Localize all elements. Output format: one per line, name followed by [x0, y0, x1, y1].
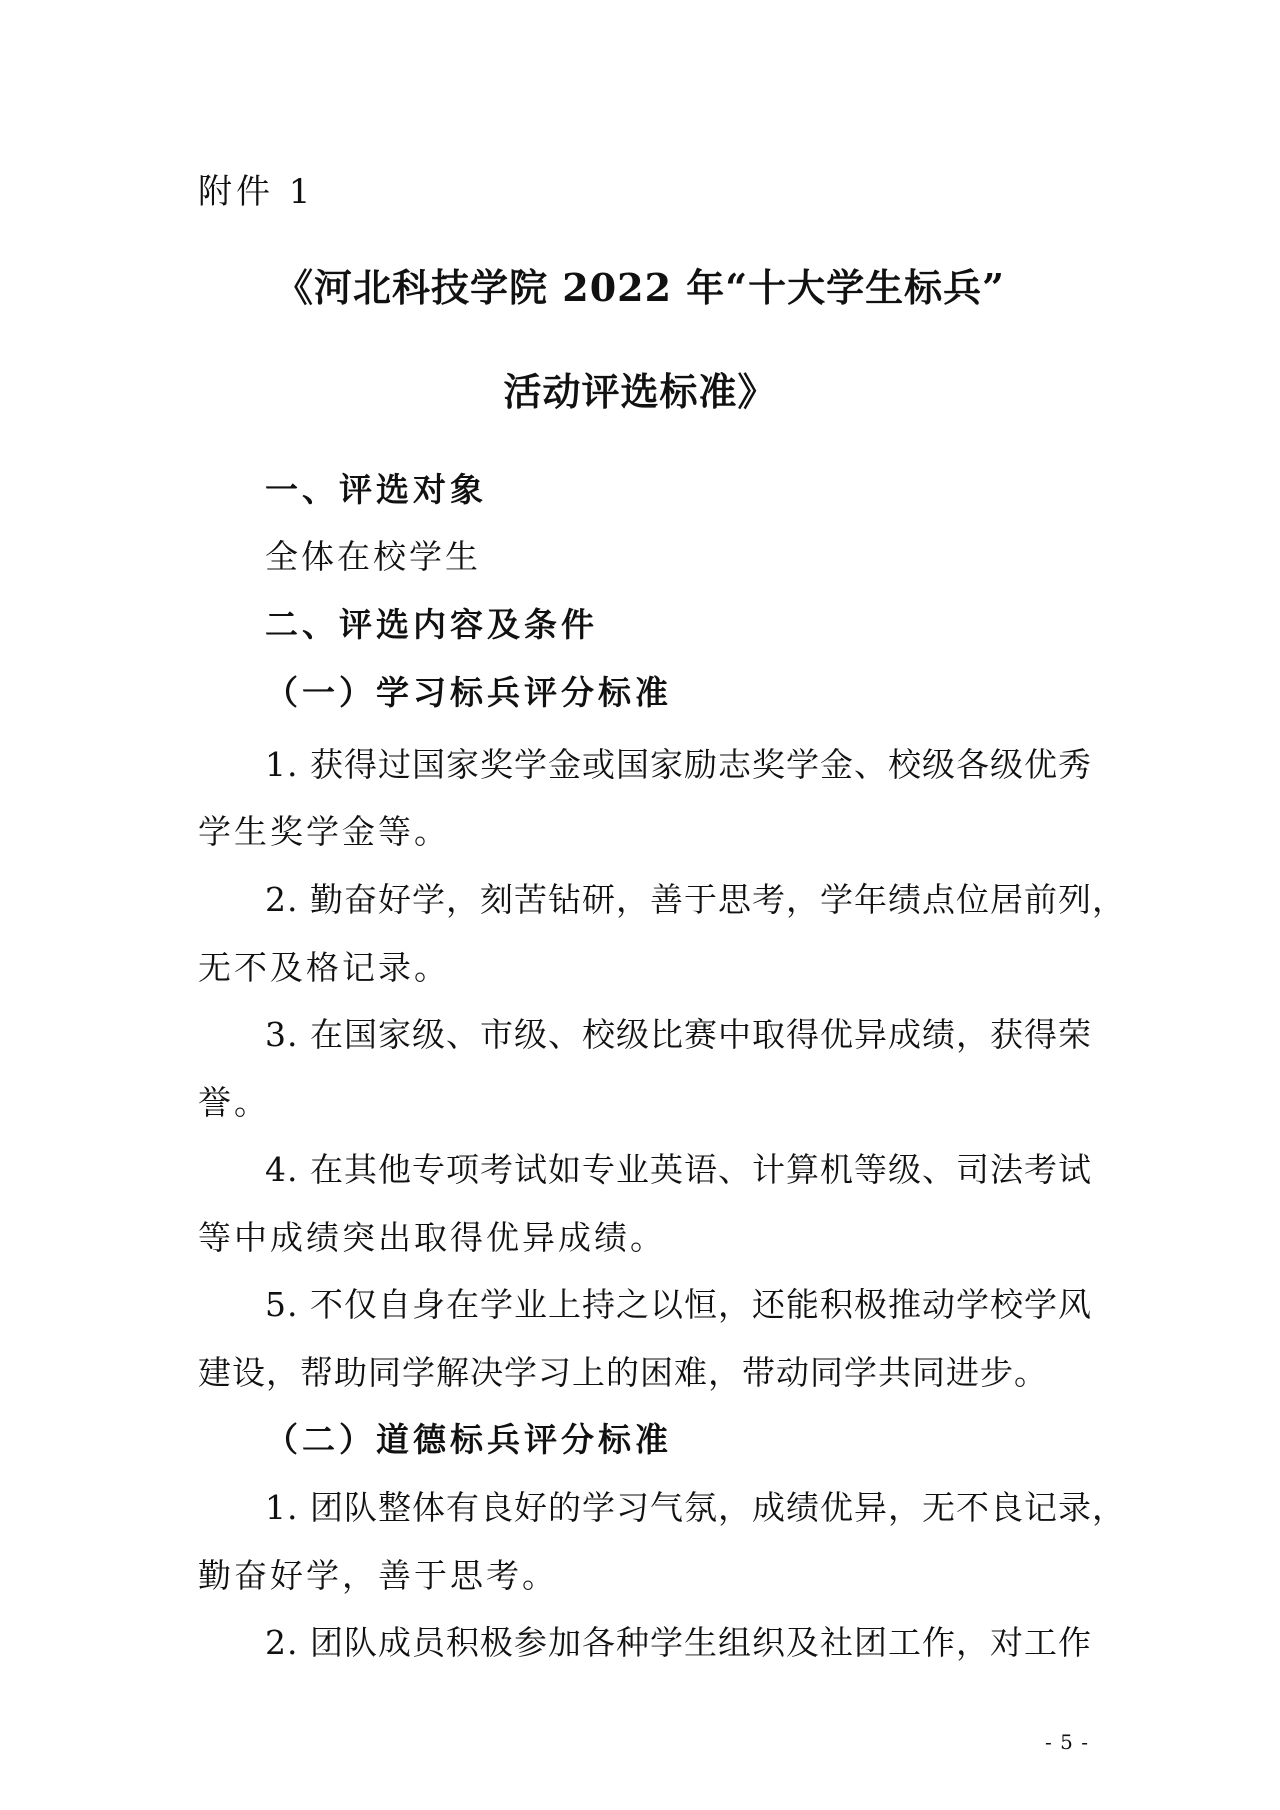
attachment-label: 附件 1 [198, 172, 315, 212]
study-item-1-line-1: 1. 获得过国家奖学金或国家励志奖学金、校级各级优秀 [265, 745, 1092, 784]
document-title-line-1: 《河北科技学院 2022 年“十大学生标兵” [275, 265, 1005, 310]
morality-item-1-line-1: 1. 团队整体有良好的学习气氛，成绩优异，无不良记录， [265, 1488, 1126, 1527]
study-item-3-line-1: 3. 在国家级、市级、校级比赛中取得优异成绩，获得荣 [265, 1015, 1092, 1054]
morality-item-2-line-1: 2. 团队成员积极参加各种学生组织及社团工作，对工作 [265, 1623, 1092, 1662]
morality-item-1-line-2: 勤奋好学，善于思考。 [198, 1556, 558, 1595]
section-text-targets: 全体在校学生 [265, 537, 481, 576]
document-title-line-2: 活动评选标准》 [503, 369, 777, 414]
study-item-2-line-1: 2. 勤奋好学，刻苦钻研，善于思考，学年绩点位居前列， [265, 880, 1126, 919]
section-heading-targets: 一、评选对象 [265, 470, 487, 509]
subsection-heading-study: （一）学习标兵评分标准 [265, 673, 672, 712]
page-number: - 5 - [1045, 1730, 1089, 1754]
study-item-5-line-1: 5. 不仅自身在学业上持之以恒，还能积极推动学校学风 [265, 1285, 1092, 1324]
section-heading-criteria: 二、评选内容及条件 [265, 605, 598, 644]
study-item-4-line-2: 等中成绩突出取得优异成绩。 [198, 1218, 666, 1257]
study-item-5-line-2: 建设，帮助同学解决学习上的困难，带动同学共同进步。 [198, 1353, 1048, 1392]
study-item-3-line-2: 誉。 [198, 1083, 270, 1122]
subsection-heading-morality: （二）道德标兵评分标准 [265, 1420, 672, 1459]
study-item-4-line-1: 4. 在其他专项考试如专业英语、计算机等级、司法考试 [265, 1150, 1092, 1189]
study-item-2-line-2: 无不及格记录。 [198, 948, 450, 987]
study-item-1-line-2: 学生奖学金等。 [198, 812, 450, 851]
